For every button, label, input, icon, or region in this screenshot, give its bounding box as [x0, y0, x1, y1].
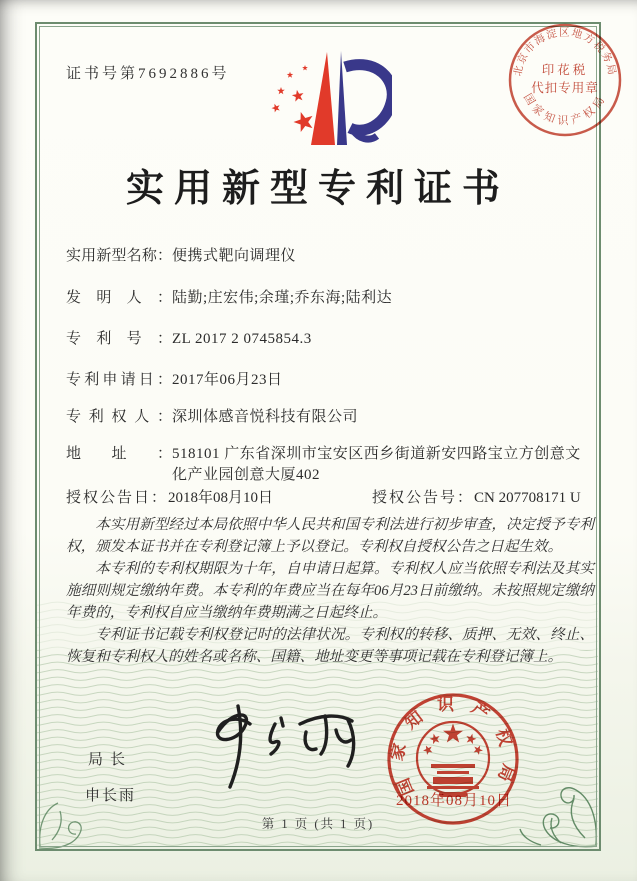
field-label: 专利号：: [66, 331, 172, 347]
field-utility-model-name: [66, 246, 594, 267]
commissioner-title: 局长: [88, 752, 133, 768]
field-patent-number: [66, 329, 594, 350]
cnipa-logo-icon: [252, 44, 392, 158]
cnipa-official-seal: [378, 684, 528, 834]
field-value: 便携式靶向调理仪: [172, 248, 297, 264]
field-label: 授权公告日：: [66, 490, 169, 506]
paragraph-3: 专利证书记载专利权登记时的法律状况。专利权的转移、质押、无效、终止、恢复和专利权人的姓名或名称、国籍、地址变更等事项记载在专利登记簿上。: [66, 627, 594, 665]
field-label: 地址：: [66, 446, 172, 462]
field-label: 发明人：: [66, 290, 172, 306]
seal-date: 2018年08月10日: [396, 793, 513, 809]
tax-stamp-center-line1: 印花税: [541, 63, 589, 77]
tax-stamp-ring-bottom: 国家知识产权局: [520, 91, 610, 128]
tax-stamp-center-line2: 代扣专用章: [531, 81, 599, 95]
field-label: 专利申请日：: [66, 372, 172, 388]
certificate-title: 实用新型专利证书: [125, 168, 510, 210]
field-label: 专利权人：: [66, 409, 172, 425]
grant-row: [66, 488, 594, 509]
field-value: 518101 广东省深圳市宝安区西乡街道新安四路宝立方创意文化产业园创意大厦402: [172, 446, 581, 483]
office-seal-ring-text: 国家知识产权局: [387, 694, 519, 799]
field-value: 深圳体感音悦科技有限公司: [172, 409, 359, 425]
field-value: 2018年08月10日: [168, 490, 274, 506]
commissioner-signature: [180, 690, 370, 798]
field-grant-date: [66, 490, 273, 506]
field-label: 授权公告号：: [372, 490, 475, 506]
national-emblem-icon: [417, 722, 489, 797]
field-address: [66, 444, 594, 486]
field-value: 陆勤;庄宏伟;余瑾;乔东海;陆利达: [172, 290, 393, 306]
field-patentee: [66, 407, 594, 428]
svg-text:国家知识产权局: [521, 91, 609, 127]
field-filing-date: [66, 370, 594, 391]
field-label: 实用新型名称：: [66, 248, 172, 264]
field-inventors: [66, 288, 594, 309]
paragraph-1: 本实用新型经过本局依照中华人民共和国专利法进行初步审查，决定授予专利权，颁发本证书并在专利登记簿上予以登记。专利权自授权公告之日起生效。: [66, 517, 594, 555]
field-grant-number: [372, 488, 581, 509]
legal-text-block: [66, 514, 594, 668]
field-value: ZL 2017 2 0745854.3: [172, 331, 312, 347]
commissioner-name: 申长雨: [85, 788, 137, 804]
certificate-number: 证书号第7692886号: [66, 66, 230, 82]
stamp-duty-seal: [495, 10, 635, 150]
paragraph-2: 本专利的专利权期限为十年，自申请日起算。专利权人应当依照专利法及其实施细则规定缴纳年费。本专利的年费应当在每年06月23日前缴纳。未按照规定缴纳年费的，专利权自应当缴纳年费期满之日起终止。: [66, 561, 594, 621]
tax-stamp-ring-top: 北京市海淀区地方税务局: [512, 27, 618, 78]
field-value: 2017年06月23日: [172, 372, 283, 388]
field-value: CN 207708171 U: [474, 490, 581, 506]
page-footer: 第 1 页 (共 1 页): [261, 817, 375, 831]
